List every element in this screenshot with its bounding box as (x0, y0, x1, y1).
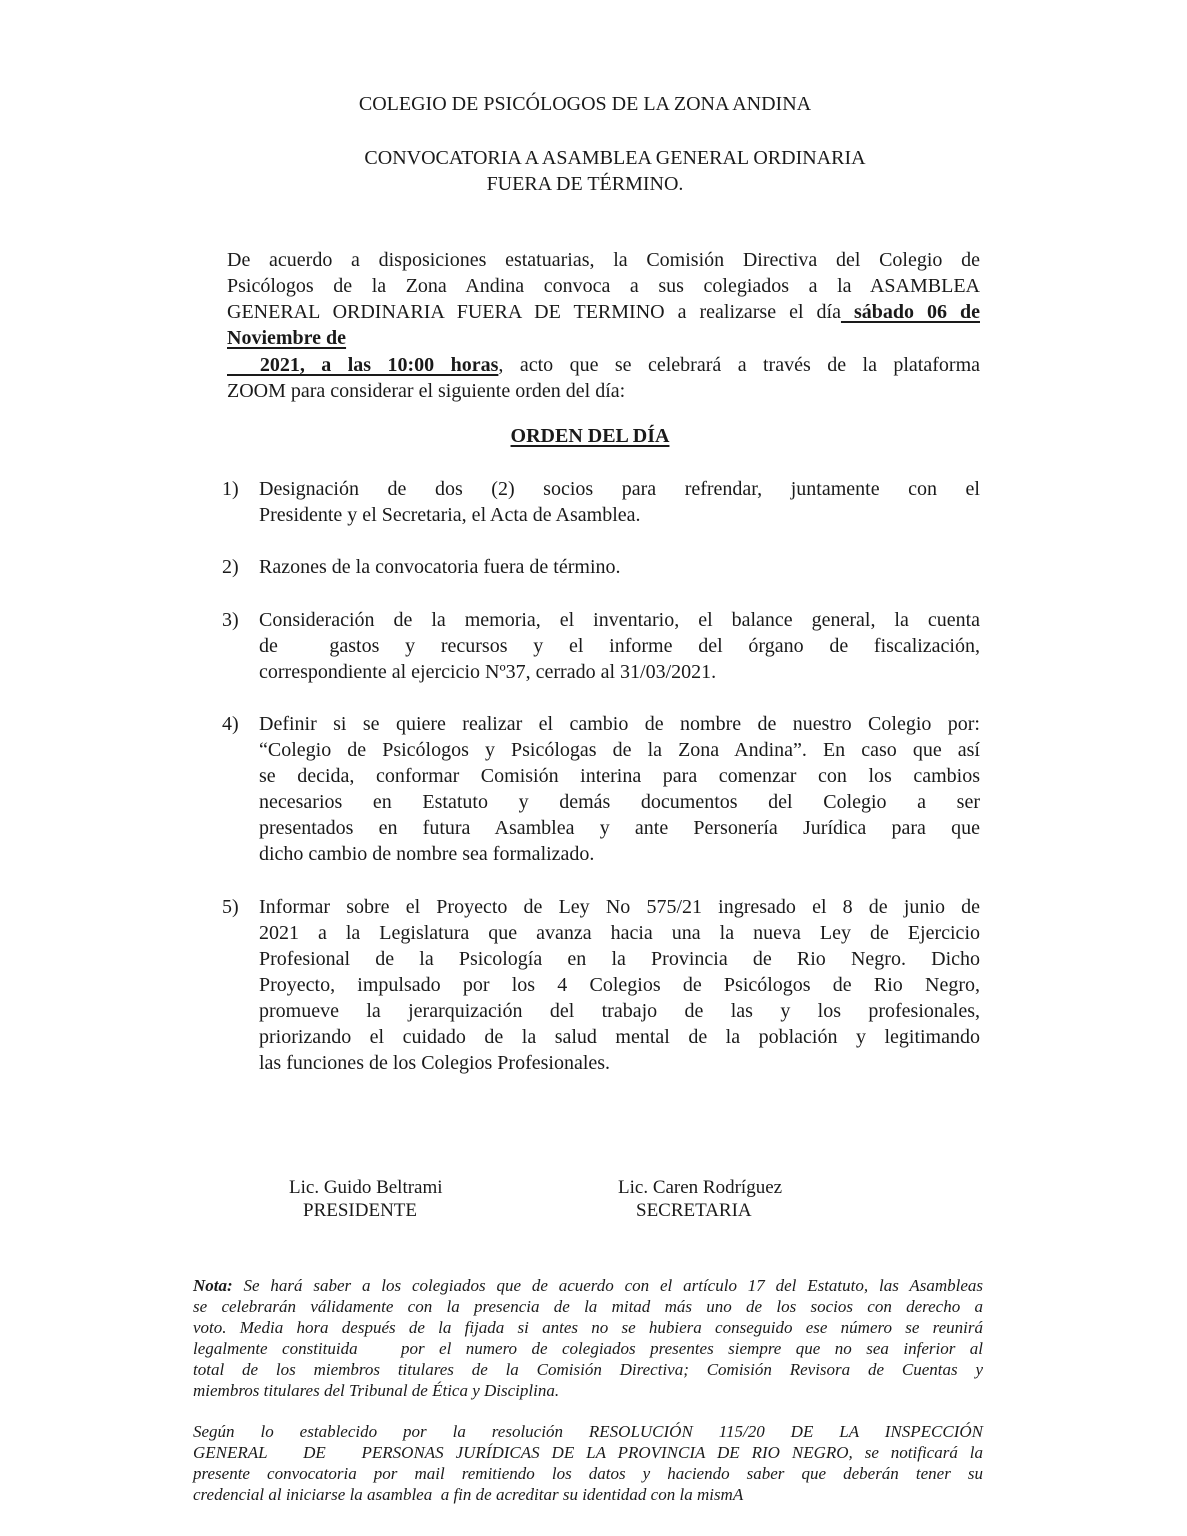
agenda-item-line: Informar sobre el Proyecto de Ley No 575/21 ingresado el 8 de junio de (259, 896, 980, 918)
agenda-item-line: 2021 a la Legislatura que avanza hacia una la nueva Ley de Ejercicio (259, 922, 980, 944)
note-text: Se hará saber a los colegiados que de acuerdo con el artículo 17 del Estatuto, las Asambleas (232, 1276, 983, 1295)
convocation-title: CONVOCATORIA A ASAMBLEA GENERAL ORDINARIA (364, 147, 866, 169)
note-line (193, 1275, 983, 1296)
agenda-item-number: 2) (222, 556, 239, 578)
intro-line: ZOOM para considerar el siguiente orden del día: (227, 380, 626, 402)
agenda-item-line: presentados en futura Asamblea y ante Personería Jurídica para que (259, 817, 980, 839)
resolution-line: presente convocatoria por mail remitiendo los datos y haciendo saber que deberán tener su (193, 1464, 983, 1483)
secretary-name: Lic. Caren Rodríguez (618, 1177, 783, 1198)
agenda-item-line: “Colegio de Psicólogos y Psicólogas de la Zona Andina”. En caso que así (259, 739, 980, 761)
note-line: se celebrarán válidamente con la presencia de la mitad más uno de los socios con derecho a (193, 1297, 983, 1316)
intro-text: , acto que se celebrará a través de la plataforma (498, 354, 980, 376)
intro-line (227, 299, 980, 325)
president-role: PRESIDENTE (303, 1200, 417, 1221)
agenda-item-line: de gastos y recursos y el informe del órgano de fiscalización, (259, 635, 980, 657)
resolution-line: credencial al iniciarse la asamblea a fin de acreditar su identidad con la mismA (193, 1485, 744, 1504)
intro-line: Psicólogos de la Zona Andina convoca a sus colegiados a la ASAMBLEA (227, 275, 980, 297)
agenda-item-line: Profesional de la Psicología en la Provincia de Rio Negro. Dicho (259, 948, 980, 970)
agenda-item-number: 5) (222, 896, 239, 918)
agenda-item-number: 1) (222, 478, 239, 500)
intro-line (227, 352, 980, 378)
agenda-item-line: Consideración de la memoria, el inventario, el balance general, la cuenta (259, 609, 980, 631)
note-label: Nota: (193, 1276, 233, 1295)
agenda-item-line: las funciones de los Colegios Profesionales. (259, 1052, 611, 1074)
president-name: Lic. Guido Beltrami (289, 1177, 443, 1198)
agenda-heading: ORDEN DEL DÍA (510, 425, 670, 447)
agenda-item-line: Definir si se quiere realizar el cambio de nombre de nuestro Colegio por: (259, 713, 980, 735)
note-line: total de los miembros titulares de la Comisión Directiva; Comisión Revisora de Cuentas y (193, 1360, 983, 1379)
agenda-item-line: promueve la jerarquización del trabajo de las y los profesionales, (259, 1000, 980, 1022)
note-line: miembros titulares del Tribunal de Ética y Disciplina. (193, 1381, 560, 1400)
agenda-item-line: correspondiente al ejercicio Nº37, cerrado al 31/03/2021. (259, 661, 717, 683)
agenda-item-line: Presidente y el Secretaria, el Acta de Asamblea. (259, 504, 641, 526)
note-line: legalmente constituida por el numero de colegiados presentes siempre que no sea inferior al (193, 1339, 983, 1358)
resolution-line: GENERAL DE PERSONAS JURÍDICAS DE LA PROVINCIA DE RIO NEGRO, se notificará la (193, 1443, 983, 1462)
meeting-date: sábado 06 de (840, 301, 980, 323)
note-line: voto. Media hora después de la fijada si antes no se hubiera conseguido ese número se reunirá (193, 1318, 983, 1337)
agenda-item-line: priorizando el cuidado de la salud mental de la población y legitimando (259, 1026, 980, 1048)
meeting-time: 2021, a las 10:00 horas (227, 354, 499, 376)
resolution-line: Según lo establecido por la resolución RESOLUCIÓN 115/20 DE LA INSPECCIÓN (193, 1422, 983, 1441)
convocation-subtitle: FUERA DE TÉRMINO. (486, 173, 684, 195)
meeting-date-continued: Noviembre de (227, 327, 347, 349)
agenda-item-line: Designación de dos (2) socios para refrendar, juntamente con el (259, 478, 980, 500)
agenda-item-line: se decida, conformar Comisión interina para comenzar con los cambios (259, 765, 980, 787)
secretary-role: SECRETARIA (636, 1200, 752, 1221)
agenda-item-line: Proyecto, impulsado por los 4 Colegios de Psicólogos de Rio Negro, (259, 974, 980, 996)
agenda-item-line: Razones de la convocatoria fuera de término. (259, 556, 621, 578)
agenda-item-line: necesarios en Estatuto y demás documentos del Colegio a ser (259, 791, 980, 813)
agenda-item-line: dicho cambio de nombre sea formalizado. (259, 843, 595, 865)
organization-title: COLEGIO DE PSICÓLOGOS DE LA ZONA ANDINA (358, 93, 812, 115)
intro-line: De acuerdo a disposiciones estatuarias, la Comisión Directiva del Colegio de (227, 249, 980, 271)
agenda-item-number: 3) (222, 609, 239, 631)
intro-text: GENERAL ORDINARIA FUERA DE TERMINO a realizarse el día (227, 301, 841, 323)
agenda-item-number: 4) (222, 713, 239, 735)
